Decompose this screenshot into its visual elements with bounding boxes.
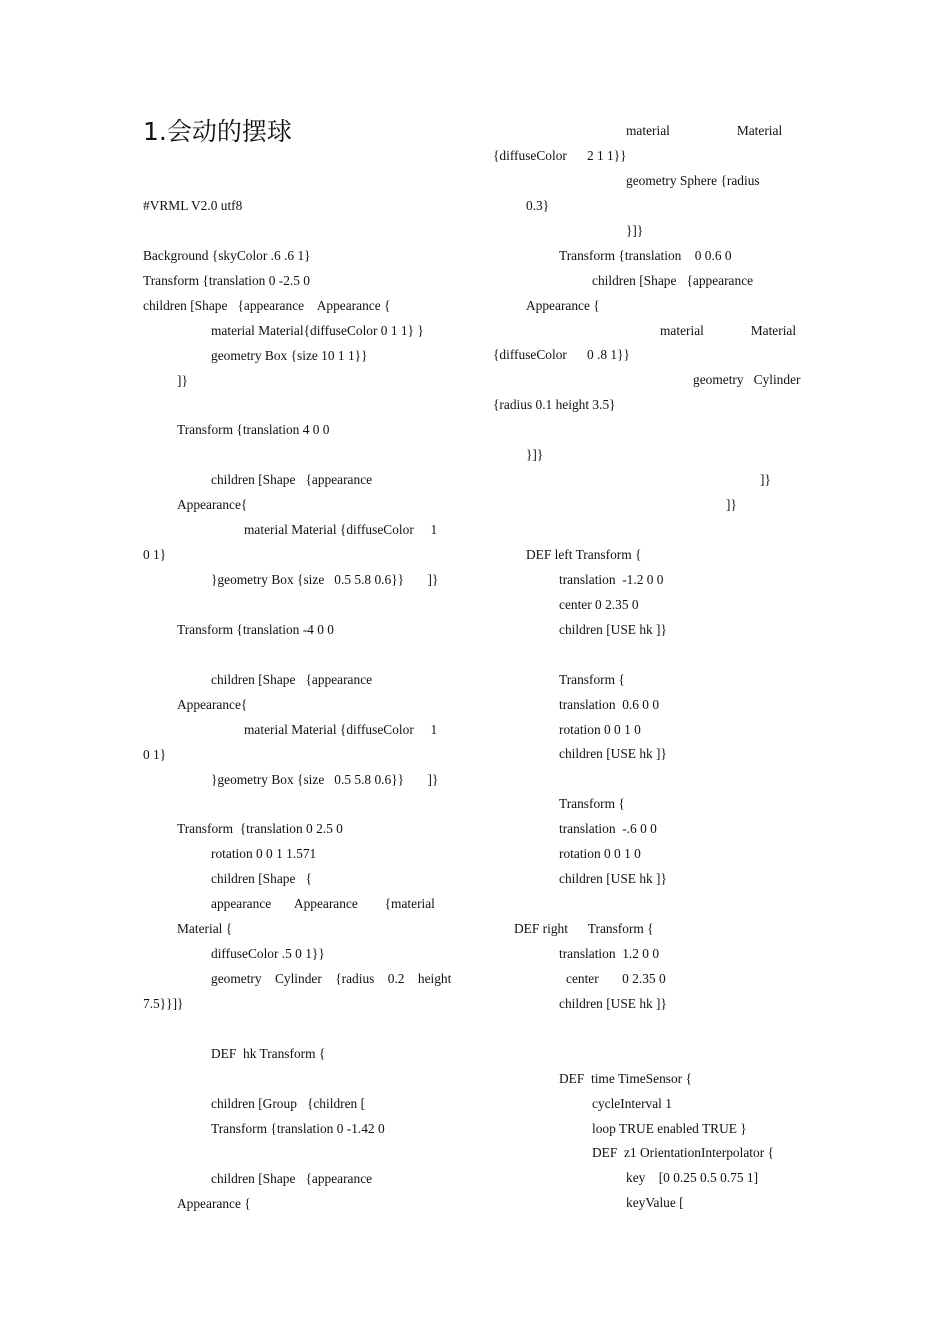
code-line: center 0 2.35 0 [566, 970, 666, 986]
code-line: material Material {diffuseColor 1 [244, 522, 438, 538]
code-line: Appearance { [526, 297, 600, 313]
code-line: {diffuseColor 2 1 1}} [493, 147, 627, 163]
code-line [143, 393, 461, 418]
code-line: Background {skyColor .6 .6 1} [143, 247, 311, 263]
code-line: Transform {translation 0 2.5 0 [177, 821, 343, 837]
code-line: }]} [626, 222, 644, 238]
code-line: rotation 0 0 1 1.571 [211, 846, 317, 862]
code-line [493, 891, 807, 916]
code-line: key [0 0.25 0.5 0.75 1] [626, 1170, 759, 1186]
code-line: Transform {translation -4 0 0 [177, 621, 334, 637]
code-line [143, 442, 461, 467]
code-line: material Material [626, 123, 783, 138]
code-line: 0 1} [143, 746, 167, 762]
code-line: translation 0.6 0 0 [559, 696, 660, 712]
code-line: Transform {translation 4 0 0 [177, 422, 330, 438]
code-line [143, 218, 461, 243]
code-line: children [Shape {appearance [592, 272, 754, 288]
code-line: Transform { [559, 796, 625, 812]
code-line: DEF hk Transform { [211, 1045, 326, 1061]
left-code-column [143, 193, 461, 1215]
code-line: Transform { [559, 671, 625, 687]
code-line: translation -.6 0 0 [559, 821, 657, 837]
code-line: children [Shape {appearance [211, 1170, 373, 1186]
code-line [143, 792, 461, 817]
code-line: children [USE hk ]} [559, 621, 667, 637]
code-line: rotation 0 0 1 0 [559, 846, 641, 862]
code-line: material Material {diffuseColor 1 [244, 721, 438, 737]
code-line [143, 1141, 461, 1166]
code-line: DEF right Transform { [514, 921, 654, 936]
code-line: Transform {translation 0 0.6 0 [559, 247, 732, 263]
code-line: 0 1} [143, 547, 167, 563]
code-line: 7.5}}]} [143, 996, 184, 1011]
right-code-column [493, 118, 807, 1215]
code-line: ]} [760, 472, 771, 488]
code-line: }]} [526, 447, 544, 463]
code-line: children [Shape {appearance Appearance { [143, 297, 391, 313]
code-line: children [USE hk ]} [559, 871, 667, 887]
code-line: DEF time TimeSensor { [559, 1070, 692, 1086]
code-line [493, 517, 807, 542]
code-line: material Material{diffuseColor 0 1 1} } [211, 322, 424, 338]
code-line: Appearance{ [177, 696, 248, 712]
code-line: DEF z1 OrientationInterpolator { [592, 1145, 774, 1161]
code-line: children [Group {children [ [211, 1095, 366, 1111]
code-line: translation -1.2 0 0 [559, 571, 664, 587]
code-line [493, 1041, 807, 1066]
code-line: geometry Sphere {radius [626, 172, 760, 188]
code-line [143, 592, 461, 617]
code-line: 0.3} [526, 197, 550, 213]
code-line: }geometry Box {size 0.5 5.8 0.6}} ]} [211, 572, 439, 588]
code-line: Appearance{ [177, 497, 248, 513]
code-line: {radius 0.1 height 3.5} [493, 397, 616, 413]
code-line: material Material [660, 322, 797, 338]
code-line: appearance Appearance {material [211, 896, 435, 912]
code-line: diffuseColor .5 0 1}} [211, 946, 325, 962]
code-line: children [USE hk ]} [559, 995, 667, 1011]
code-line: Transform {translation 0 -2.5 0 [143, 272, 310, 288]
code-line: rotation 0 0 1 0 [559, 721, 641, 737]
code-line [493, 417, 807, 442]
code-line: children [Shape {appearance [211, 472, 373, 488]
code-line [493, 1016, 807, 1041]
code-line [143, 642, 461, 667]
code-line: ]} [177, 372, 188, 388]
code-line [493, 766, 807, 791]
code-line: Transform {translation 0 -1.42 0 [211, 1120, 385, 1136]
code-line: translation 1.2 0 0 [559, 945, 660, 961]
code-line: Appearance { [177, 1195, 251, 1211]
code-line: center 0 2.35 0 [559, 596, 639, 612]
code-line: children [USE hk ]} [559, 746, 667, 762]
code-line: children [Shape { [211, 871, 312, 887]
section-title: 1.会动的摆球 [143, 117, 292, 146]
code-line: cycleInterval 1 [592, 1095, 672, 1111]
code-line: {diffuseColor 0 .8 1}} [493, 347, 630, 363]
code-line: ]} [726, 497, 737, 513]
code-line: children [Shape {appearance [211, 671, 373, 687]
code-line: }geometry Box {size 0.5 5.8 0.6}} ]} [211, 771, 439, 787]
code-line: #VRML V2.0 utf8 [143, 198, 243, 213]
code-line [143, 1066, 461, 1091]
code-line: DEF left Transform { [526, 546, 642, 562]
code-line: geometry Box {size 10 1 1}} [211, 347, 368, 363]
code-line: geometry Cylinder {radius 0.2 height [211, 971, 452, 987]
code-line: geometry Cylinder [693, 372, 801, 388]
code-line: Material { [177, 921, 233, 937]
code-line: loop TRUE enabled TRUE } [592, 1120, 747, 1136]
code-line [493, 642, 807, 667]
code-line [143, 1016, 461, 1041]
code-line: keyValue [ [626, 1195, 684, 1211]
